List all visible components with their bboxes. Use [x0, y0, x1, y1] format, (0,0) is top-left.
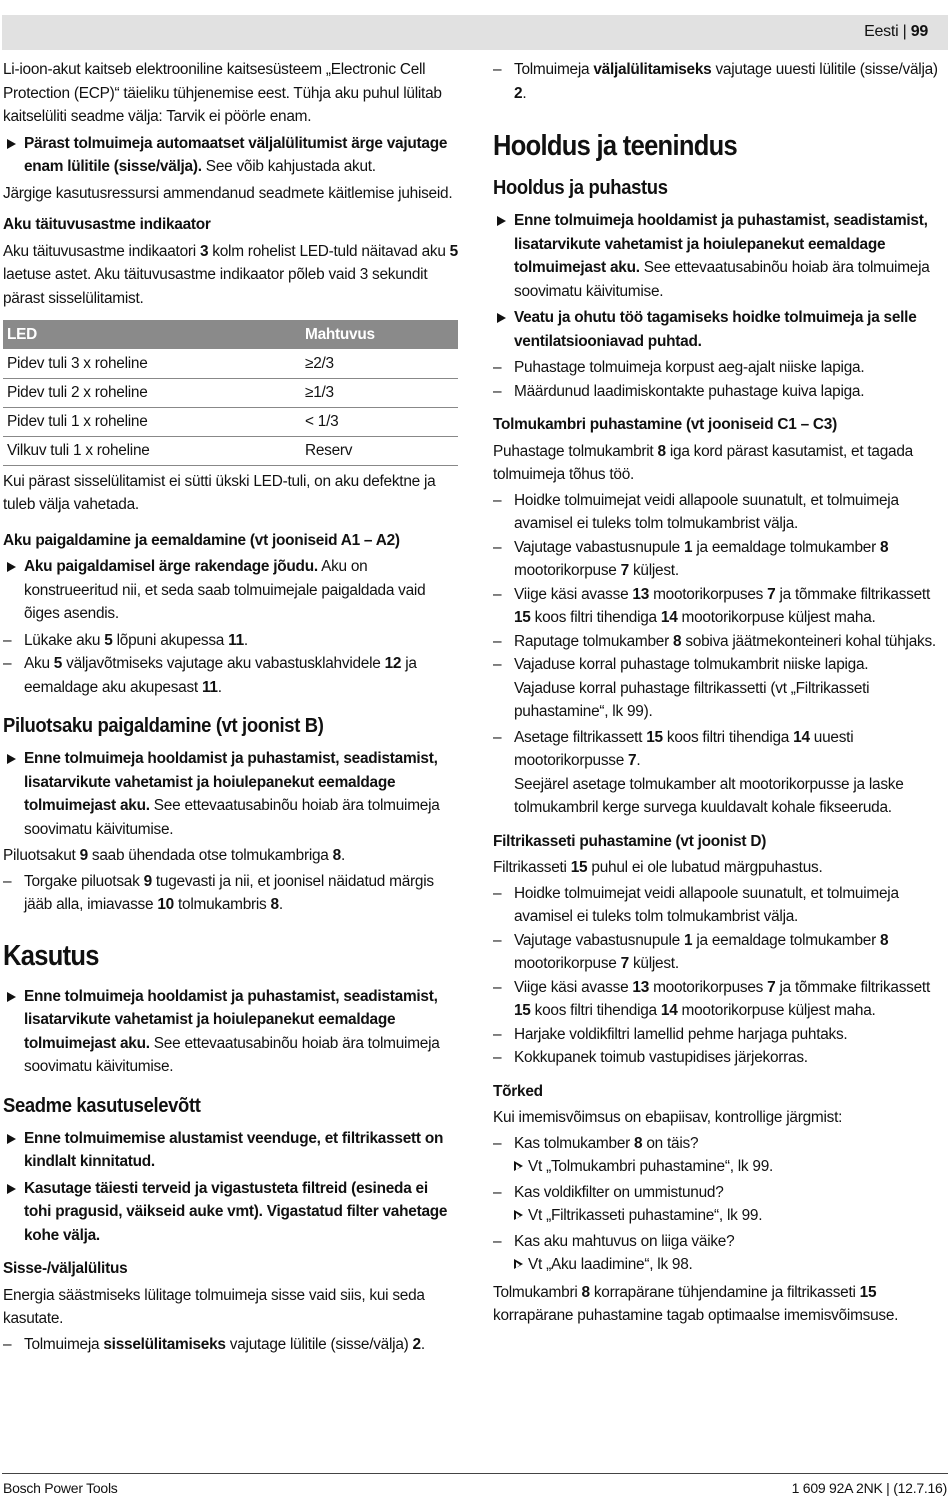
ref-number: 7 — [620, 562, 629, 579]
dash-bullet: – — [3, 872, 12, 890]
ref-number: 15 — [646, 728, 663, 746]
ref-number: 15 — [570, 859, 588, 876]
dash-bullet: – — [3, 631, 12, 649]
text: küljest. — [628, 955, 679, 972]
table-row — [3, 349, 458, 378]
use-heading: Kasutus — [3, 939, 99, 972]
left-column — [3, 58, 458, 1356]
ref-number: 13 — [632, 585, 650, 603]
header-language: Eesti — [864, 23, 899, 40]
list-item — [493, 929, 945, 976]
text: ja eemaldage aku akupesast — [24, 655, 417, 696]
dash-bullet: – — [3, 655, 12, 672]
text: . — [217, 678, 222, 696]
list-item — [493, 882, 945, 929]
warning-triangle-icon — [497, 216, 506, 226]
footer-doc-number: 1 609 92A 2NK | (12.7.16) — [791, 1480, 947, 1496]
text: uuesti mootorikorpusse — [514, 728, 854, 769]
filter-paragraph — [493, 856, 945, 880]
ref-number: 2 — [514, 84, 523, 102]
list-item — [493, 976, 945, 1023]
text: ja eemaldage tolmukamber — [692, 538, 881, 556]
dash-bullet: – — [493, 931, 502, 949]
warning-text: See ettevaatusabinõu hoiab ära tolmuimeja soovimatu käivitumise. — [24, 797, 440, 838]
warning-text: See ettevaatusabinõu hoiab ära tolmuimeja soovimatu käivitumise. — [514, 259, 930, 300]
text: Piluotsakut — [3, 847, 80, 864]
warning-triangle-icon — [7, 1184, 16, 1194]
dash-bullet: – — [493, 491, 502, 509]
warning-text: See ettevaatusabinõu hoiab ära tolmuimeja soovimatu käivitumise. — [24, 1034, 440, 1075]
text: saab ühendada otse tolmukambriga — [87, 847, 333, 864]
text: mootorikorpuse — [514, 562, 621, 579]
text: väljavõtmiseks vajutage aku vabastusklahvidele — [62, 655, 385, 672]
cross-reference — [493, 1155, 945, 1179]
nozzle-paragraph — [3, 844, 458, 868]
list-item — [3, 870, 458, 917]
text: korrapärane puhastamine tagab optimaalse imemisvõimsuse. — [493, 1307, 899, 1324]
ref-number: 7 — [628, 752, 637, 769]
sub-paragraph: Vajaduse korral puhastage filtrikassetti (vt „Filtrikasseti puhastamine“, lk 99). — [514, 679, 870, 720]
warning-bold-text: Enne tolmuimeja hooldamist ja puhastamist, seadistamist, lisatarvikute vahetamist ja hoiulepanekut eemaldage tolmuimejast aku. — [24, 750, 438, 814]
warning-auto-shutoff — [3, 132, 458, 179]
text: küljest. — [628, 562, 679, 579]
warning-nozzle — [3, 747, 458, 841]
cross-reference — [493, 1253, 945, 1277]
warning-bold-text: Veatu ja ohutu töö tagamiseks hoidke tolmuimeja ja selle ventilatsiooniavad puhtad. — [514, 309, 917, 350]
faults-paragraph: Kui imemisvõimsus on ebapiisav, kontrollige järgmist: — [493, 1109, 843, 1126]
ref-number: 15 — [514, 609, 531, 626]
text: Kokkupanek toimub vastupidises järjekorras. — [514, 1049, 808, 1066]
warning-bold-text: Enne tolmuimemise alustamist veenduge, et filtrikassett on kindlalt kinnitatud. — [24, 1129, 444, 1170]
text: on täis? — [642, 1134, 699, 1152]
list-item — [3, 652, 458, 699]
ref-number: 8 — [880, 931, 889, 949]
text: tugevasti ja nii, et joonisel näidatud märgis jääb alla, imiavasse — [24, 872, 434, 913]
arrow-right-icon — [514, 1210, 523, 1221]
warning-bold-text: Kasutage täiesti terveid ja vigastusteta filtreid (esinedа ei tohi pragusid, väikseid auke vmt). Vigastatud filter vahetage kohe välja. — [24, 1179, 448, 1244]
text: iga kord pärast kasutamist, et tagada tolmuimeja tõhus töö. — [493, 442, 913, 483]
dash-bullet: – — [493, 61, 502, 78]
list-item — [493, 58, 945, 105]
table-cell: < 1/3 — [301, 407, 458, 436]
text: . — [420, 1335, 425, 1353]
care-heading: Hooldus ja puhastus — [493, 176, 668, 199]
list-item — [493, 489, 945, 536]
text: mootorikorpuses — [649, 978, 768, 996]
filter-heading: Filtrikasseti puhastamine (vt joonist D) — [493, 832, 767, 850]
list-item — [493, 1181, 945, 1205]
list-item — [493, 1046, 945, 1070]
ref-number: 14 — [660, 609, 678, 626]
dash-bullet: – — [493, 359, 502, 376]
start-heading: Seadme kasutuselevõtt — [3, 1093, 201, 1117]
header-separator: | — [898, 23, 911, 40]
dash-bullet: – — [493, 1134, 502, 1152]
ref-number: 13 — [632, 978, 650, 996]
ref-number: 8 — [634, 1134, 643, 1152]
text: ja eemaldage tolmukamber — [692, 931, 881, 949]
list-item — [493, 1023, 945, 1047]
text: mootorikorpuse küljest maha. — [677, 1002, 876, 1019]
dash-bullet: – — [493, 1183, 502, 1201]
arrow-right-icon — [514, 1161, 523, 1172]
text: mootorikorpuses — [649, 585, 768, 603]
charge-indicator-paragraph — [3, 240, 458, 311]
switch-paragraph: Energia säästmiseks lülitage tolmuimeja sisse vaid siis, kui seda kasutate. — [3, 1286, 425, 1327]
warning-clean-vents — [493, 306, 945, 353]
page-number: 99 — [910, 23, 928, 40]
dash-bullet: – — [493, 1232, 502, 1250]
text: mootorikorpuse — [514, 955, 621, 972]
table-row — [3, 436, 458, 465]
chamber-heading: Tolmukambri puhastamine (vt jooniseid C1 – C3) — [493, 416, 837, 433]
ref-number: 11 — [201, 678, 218, 696]
table-cell: Pidev tuli 1 x roheline — [3, 407, 301, 436]
text: . — [278, 896, 283, 913]
nozzle-heading: Piluotsaku paigaldamine (vt joonist B) — [3, 714, 324, 737]
text: Aku — [24, 655, 54, 672]
ref-number: 7 — [620, 955, 629, 972]
dash-bullet: – — [493, 728, 502, 746]
sub-paragraph: Seejärel asetage tolmukamber alt mootorikorpusse ja laske tolmukambril kerge survega kuuldavalt kohale fikseeruda. — [514, 775, 904, 816]
column-header-led: LED — [3, 320, 301, 349]
column-header-capacity: Mahtuvus — [301, 320, 458, 349]
text: tolmukambris — [173, 896, 271, 913]
ref-number: 9 — [79, 847, 88, 864]
ref-number: 8 — [332, 847, 341, 864]
text: korrapärane tühjendamine ja filtrikasseti — [589, 1283, 860, 1301]
dash-bullet: – — [493, 978, 502, 996]
ref-number: 10 — [157, 896, 174, 913]
list-item — [493, 1132, 945, 1156]
text: Vajaduse korral puhastage tolmukambrit niiske lapiga. — [514, 656, 869, 673]
bold-text: sisselülitamiseks — [103, 1335, 226, 1353]
dash-bullet: – — [493, 538, 502, 556]
text: Tolmuimeja — [514, 61, 594, 78]
ref-number: 12 — [384, 655, 402, 672]
table-header-row — [3, 320, 458, 349]
text: Vt „Tolmukambri puhastamine“, lk 99. — [528, 1158, 774, 1175]
final-paragraph — [493, 1281, 945, 1328]
text: Hoidke tolmuimejat veidi allapoole suunatult, et tolmuimeja avamisel ei tuleks tolm tolmukambrist välja. — [514, 884, 899, 925]
dash-bullet: – — [3, 1335, 12, 1353]
ref-number: 15 — [514, 1002, 531, 1019]
bold-text: väljalülitamiseks — [593, 61, 712, 78]
text: . — [636, 752, 641, 769]
dash-bullet: – — [493, 656, 502, 673]
text: kolm rohelist LED-tuld näitavad aku — [208, 242, 450, 260]
ref-number: 14 — [660, 1002, 678, 1019]
ref-number: 2 — [412, 1335, 421, 1353]
text: sobiva jäätmekonteineri kohal tühjaks. — [681, 632, 936, 650]
list-item — [493, 726, 945, 773]
text: Määrdunud laadimiskontakte puhastage kuiva lapiga. — [514, 382, 865, 400]
warning-filter-damage — [3, 1177, 458, 1248]
list-item — [493, 653, 945, 677]
text: Kas tolmukamber — [514, 1134, 635, 1152]
list-item — [493, 356, 945, 380]
list-item — [493, 583, 945, 630]
table-cell: ≥2/3 — [301, 349, 458, 378]
list-item — [493, 536, 945, 583]
ref-number: 8 — [880, 538, 889, 556]
ref-number: 5 — [449, 242, 458, 260]
warning-use — [3, 985, 458, 1079]
text: Lükake aku — [24, 631, 105, 649]
ref-number: 15 — [859, 1283, 877, 1301]
text: Vajutage vabastusnupule — [514, 538, 684, 556]
ref-number: 3 — [199, 242, 209, 260]
text: ja tõmmake filtrikassett — [775, 978, 930, 996]
list-item — [3, 629, 458, 653]
switch-heading: Sisse-/väljalülitus — [3, 1260, 128, 1277]
text: Vt „Aku laadimine“, lk 98. — [528, 1256, 693, 1273]
text: . — [243, 631, 248, 649]
warning-bold-text: Aku paigaldamisel ärge rakendage jõudu. — [24, 558, 318, 575]
table-cell: ≥1/3 — [301, 378, 458, 407]
dash-bullet: – — [493, 1049, 502, 1066]
ref-number: 5 — [53, 655, 63, 672]
ref-number: 8 — [581, 1283, 590, 1301]
chamber-paragraph — [493, 440, 945, 487]
dash-bullet: – — [493, 884, 502, 902]
ecp-paragraph: Li-ioon-akut kaitseb elektrooniline kaitsesüsteem „Electronic Cell Protection (ECP)“ täieliku tühjenemise eest. Tühja aku puhul lülitab kaitselüliti seadme välja: Tarvik ei pöörle enam. — [3, 61, 442, 125]
warning-maintenance — [493, 209, 945, 303]
warning-triangle-icon — [7, 992, 16, 1002]
ref-number: 1 — [684, 538, 693, 556]
text: puhul ei ole lubatud märgpuhastus. — [587, 859, 823, 876]
ref-number: 5 — [104, 631, 113, 649]
text: laetuse astet. Aku täituvusastme indikaator põleb vaid 3 sekundit pärast sisselülitamist. — [3, 266, 428, 307]
warning-bold-text: Enne tolmuimeja hooldamist ja puhastamist, seadistamist, lisatarvikute vahetamist ja hoiulepanekut eemaldage tolmuimejast aku. — [514, 212, 928, 276]
text: mootorikorpuse küljest maha. — [677, 609, 876, 626]
install-heading: Aku paigaldamine ja eemaldamine (vt jooniseid A1 – A2) — [3, 531, 400, 549]
warning-bold-text: Enne tolmuimeja hooldamist ja puhastamist, seadistamist, lisatarvikute vahetamist ja hoiulepanekut eemaldage tolmuimejast aku. — [24, 987, 438, 1052]
text: Viige käsi avasse — [514, 978, 633, 996]
text: lõpuni akupessa — [112, 631, 229, 649]
text: Kas aku mahtuvus on liiga väike? — [514, 1232, 735, 1250]
warning-triangle-icon — [497, 313, 506, 323]
list-item — [493, 630, 945, 654]
header-bar — [2, 15, 948, 50]
table-row — [3, 378, 458, 407]
text: Viige käsi avasse — [514, 585, 633, 603]
table-cell: Vilkuv tuli 1 x roheline — [3, 436, 301, 465]
text: vajutage uuesti lülitile (sisse/välja) — [711, 61, 938, 78]
text: Aku täituvusastme indikaatori — [3, 242, 200, 260]
text: Torgake piluotsak — [24, 872, 144, 890]
arrow-right-icon — [514, 1259, 523, 1270]
text: Filtrikasseti — [493, 859, 571, 876]
warning-filter-check — [3, 1127, 458, 1174]
footer-divider — [2, 1473, 948, 1474]
text: Puhastage tolmuimeja korpust aeg-ajalt niiske lapiga. — [514, 359, 865, 376]
text: Tolmukambri — [493, 1283, 582, 1301]
warning-text: Aku on konstrueeritud nii, et seda saab tolmuimejale paigaldada vaid õiges asendis. — [24, 558, 426, 622]
text: . — [522, 84, 527, 102]
text: Tolmuimeja — [24, 1335, 104, 1353]
table-cell: Pidev tuli 2 x roheline — [3, 378, 301, 407]
warning-triangle-icon — [7, 754, 16, 764]
ref-number: 11 — [228, 631, 244, 649]
ref-number: 9 — [143, 872, 152, 890]
text: . — [340, 847, 345, 864]
ref-number: 7 — [767, 585, 776, 603]
warning-triangle-icon — [7, 1134, 16, 1144]
text: Raputage tolmukamber — [514, 632, 674, 650]
text: ja tõmmake filtrikassett — [775, 585, 930, 603]
warning-triangle-icon — [7, 139, 16, 149]
dash-bullet: – — [493, 632, 502, 650]
warning-bold-text: Pärast tolmuimeja automaatset väljalülitumist ärge vajutage enam lülitile (sisse/välja). — [24, 134, 448, 175]
defect-paragraph: Kui pärast sisselülitamist ei sütti ükski LED-tuli, on aku defektne ja tuleb välja vahetada. — [3, 472, 436, 513]
text: koos filtri tihendiga — [530, 609, 661, 626]
ref-number: 1 — [684, 931, 693, 949]
page-header — [864, 20, 928, 44]
table-cell: Reserv — [301, 436, 458, 465]
warning-text: See võib kahjustada akut. — [201, 158, 376, 175]
table-cell: Pidev tuli 3 x roheline — [3, 349, 301, 378]
ref-number: 7 — [767, 978, 776, 996]
disposal-paragraph: Järgige kasutusressursi ammendanud seadmete käitlemise juhiseid. — [3, 184, 453, 202]
text: vajutage lülitile (sisse/välja) — [225, 1335, 413, 1353]
warning-install — [3, 555, 458, 626]
cross-reference — [493, 1204, 945, 1228]
text: Asetage filtrikassett — [514, 728, 647, 746]
ref-number: 8 — [657, 442, 666, 460]
dash-bullet: – — [493, 585, 502, 603]
list-item — [493, 380, 945, 404]
service-heading: Hooldus ja teenindus — [493, 130, 737, 162]
footer-brand: Bosch Power Tools — [3, 1480, 118, 1496]
text: koos filtri tihendiga — [662, 728, 794, 746]
right-column — [493, 58, 945, 1330]
ref-number: 14 — [793, 728, 810, 746]
text: Vt „Filtrikasseti puhastamine“, lk 99. — [528, 1207, 763, 1224]
text: Harjake voldikfiltri lamellid pehme harjaga puhtaks. — [514, 1025, 848, 1043]
text: Kas voldikfilter on ummistunud? — [514, 1183, 724, 1201]
ref-number: 8 — [673, 632, 682, 650]
text: koos filtri tihendiga — [530, 1002, 661, 1019]
ref-number: 8 — [270, 896, 279, 913]
dash-bullet: – — [493, 382, 502, 400]
warning-triangle-icon — [7, 562, 16, 572]
list-item — [493, 1230, 945, 1254]
faults-heading: Tõrked — [493, 1082, 543, 1100]
text: Hoidke tolmuimejat veidi allapoole suunatult, et tolmuimeja avamisel ei tuleks tolm tolmukambrist välja. — [514, 491, 899, 532]
text: Puhastage tolmukambrit — [493, 442, 658, 460]
list-item — [3, 1333, 458, 1357]
table-row — [3, 407, 458, 436]
charge-table — [3, 320, 458, 466]
dash-bullet: – — [493, 1025, 502, 1043]
charge-indicator-heading: Aku täituvusastme indikaator — [3, 216, 211, 233]
text: Vajutage vabastusnupule — [514, 931, 684, 949]
